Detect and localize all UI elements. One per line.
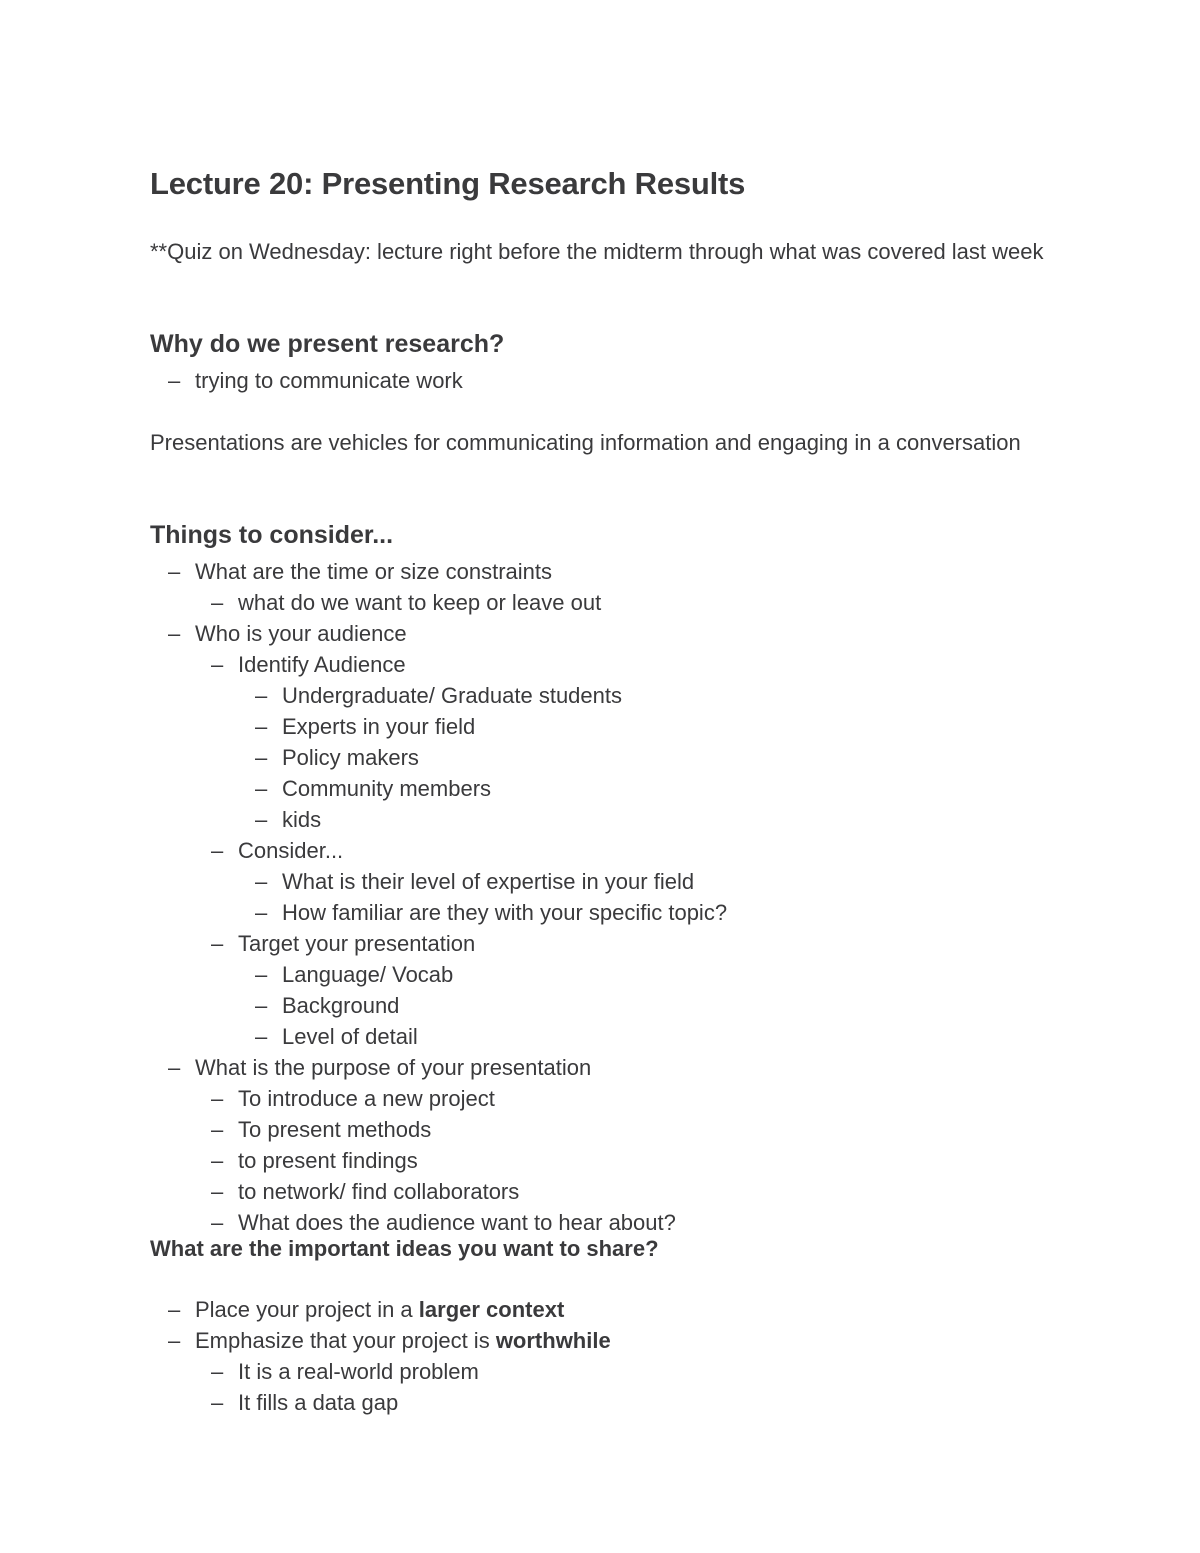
dash-icon: –	[211, 1179, 224, 1204]
emphasis-text: worthwhile	[495, 1328, 611, 1353]
list-item	[150, 1176, 727, 1207]
list-item	[150, 1294, 611, 1325]
page-title: Lecture 20: Presenting Research Results	[150, 166, 746, 201]
list-item-text: Consider...	[238, 838, 344, 863]
dash-icon: –	[211, 652, 224, 677]
list-item	[150, 556, 727, 587]
list-item	[150, 1114, 727, 1145]
dash-icon: –	[255, 869, 268, 894]
list-item-text: to network/ find collaborators	[238, 1179, 520, 1204]
list-item	[150, 1325, 611, 1356]
list-item	[150, 1356, 611, 1387]
list-item	[150, 897, 727, 928]
list-item-text: Undergraduate/ Graduate students	[282, 683, 623, 708]
list-item-text: Identify Audience	[238, 652, 406, 677]
dash-icon: –	[211, 838, 224, 863]
dash-icon: –	[255, 1024, 268, 1049]
list-item	[150, 618, 727, 649]
why-heading: Why do we present research?	[150, 330, 505, 358]
list-item-text: Community members	[282, 776, 492, 801]
dash-icon: –	[168, 1328, 181, 1353]
quiz-note: **Quiz on Wednesday: lecture right before the midterm through what was covered last week	[150, 239, 1044, 264]
list-item	[150, 804, 727, 835]
final-list	[150, 1294, 611, 1418]
list-item-text: Target your presentation	[238, 931, 476, 956]
list-item-text: Place your project in a	[195, 1297, 419, 1322]
list-item-text: What does the audience want to hear about?	[238, 1210, 676, 1235]
list-item-text: What is the purpose of your presentation	[195, 1055, 592, 1080]
list-item-text: How familiar are they with your specific topic?	[282, 900, 728, 925]
list-item	[150, 1083, 727, 1114]
list-item	[150, 587, 727, 618]
list-item	[150, 835, 727, 866]
list-item	[150, 1207, 727, 1238]
dash-icon: –	[211, 1148, 224, 1173]
list-item-text: It fills a data gap	[238, 1390, 399, 1415]
list-item	[150, 1145, 727, 1176]
dash-icon: –	[168, 1297, 181, 1322]
list-item-text: Who is your audience	[195, 621, 407, 646]
list-item-text: Experts in your field	[282, 714, 476, 739]
list-item-text: To present methods	[238, 1117, 432, 1142]
list-item	[150, 990, 727, 1021]
list-item	[150, 928, 727, 959]
list-item-text: kids	[282, 807, 322, 832]
list-item	[150, 959, 727, 990]
dash-icon: –	[211, 1390, 224, 1415]
list-item-text: Emphasize that your project is	[195, 1328, 496, 1353]
list-item	[150, 1021, 727, 1052]
list-item	[150, 1052, 727, 1083]
list-item-text: Level of detail	[282, 1024, 418, 1049]
dash-icon: –	[168, 559, 181, 584]
list-item-text: It is a real-world problem	[238, 1359, 479, 1384]
dash-icon: –	[255, 993, 268, 1018]
dash-icon: –	[255, 962, 268, 987]
list-item-text: trying to communicate work	[195, 368, 463, 393]
important-ideas-heading: What are the important ideas you want to share?	[150, 1236, 659, 1261]
dash-icon: –	[211, 931, 224, 956]
list-item	[150, 773, 727, 804]
list-item-text: What is their level of expertise in your field	[282, 869, 695, 894]
list-item	[150, 649, 727, 680]
presentations-paragraph: Presentations are vehicles for communicating information and engaging in a conversation	[150, 430, 1021, 455]
list-item-text: to present findings	[238, 1148, 418, 1173]
dash-icon: –	[168, 368, 181, 393]
dash-icon: –	[255, 900, 268, 925]
list-item	[150, 742, 727, 773]
dash-icon: –	[211, 590, 224, 615]
emphasis-text: larger context	[418, 1297, 565, 1322]
list-item-text: Language/ Vocab	[282, 962, 454, 987]
dash-icon: –	[211, 1359, 224, 1384]
dash-icon: –	[211, 1117, 224, 1142]
dash-icon: –	[255, 683, 268, 708]
list-item-text: Background	[282, 993, 400, 1018]
things-heading: Things to consider...	[150, 521, 394, 549]
dash-icon: –	[211, 1086, 224, 1111]
list-item-text: what do we want to keep or leave out	[238, 590, 602, 615]
list-item	[150, 680, 727, 711]
why-list	[150, 365, 463, 396]
list-item-text: Policy makers	[282, 745, 419, 770]
list-item	[150, 711, 727, 742]
list-item-text: To introduce a new project	[238, 1086, 495, 1111]
dash-icon: –	[211, 1210, 224, 1235]
dash-icon: –	[255, 714, 268, 739]
dash-icon: –	[168, 1055, 181, 1080]
dash-icon: –	[168, 621, 181, 646]
list-item-text: What are the time or size constraints	[195, 559, 553, 584]
things-list	[150, 556, 727, 1238]
dash-icon: –	[255, 776, 268, 801]
list-item	[150, 1387, 611, 1418]
list-item	[150, 365, 463, 396]
dash-icon: –	[255, 807, 268, 832]
list-item	[150, 866, 727, 897]
dash-icon: –	[255, 745, 268, 770]
